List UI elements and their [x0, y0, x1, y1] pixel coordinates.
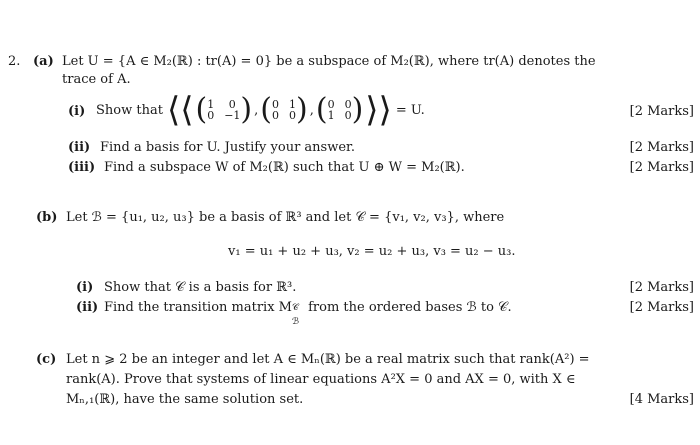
- part-a-i-text-pre: Show that: [96, 102, 163, 118]
- matrix-1: ( 1 0 0 −1 ): [195, 92, 253, 127]
- part-a-iii-label: (iii): [68, 160, 96, 175]
- part-c-label: (c): [36, 352, 57, 367]
- part-b-i-marks: [2 Marks]: [629, 280, 694, 295]
- part-b-i-label: (i): [76, 280, 94, 295]
- span-left-bracket: ⟨⟨: [166, 90, 194, 130]
- part-a-i-text-post: = U.: [395, 102, 425, 118]
- part-b-i-text: Show that 𝒞 is a basis for ℝ³.: [104, 280, 297, 295]
- part-a-ii-text: Find a basis for U. Justify your answer.: [100, 140, 355, 155]
- part-b-ii-marks: [2 Marks]: [629, 300, 694, 315]
- part-c-marks: [4 Marks]: [629, 392, 694, 407]
- part-c-statement-line3: Mₙ,₁(ℝ), have the same solution set.: [66, 392, 304, 407]
- part-a-i-label: (i): [68, 104, 86, 119]
- part-b-label: (b): [36, 210, 58, 225]
- part-b-ii-text: Find the transition matrix M 𝒞 ℬ from the ordered bases ℬ to 𝒞.: [104, 300, 512, 327]
- part-c-statement-line2: rank(A). Prove that systems of linear equations A²X = 0 and AX = 0, with X ∈: [66, 372, 576, 387]
- span-right-bracket: ⟩⟩: [365, 90, 392, 130]
- part-a-statement-line1: Let U = {A ∈ M₂(ℝ) : tr(A) = 0} be a subspace of M₂(ℝ), where tr(A) denotes the: [62, 54, 596, 69]
- part-a-statement-line2: trace of A.: [62, 72, 131, 87]
- part-a-i-marks: [2 Marks]: [629, 104, 694, 119]
- part-a-ii-label: (ii): [68, 140, 91, 155]
- matrix-3: ( 0 0 1 0 ): [315, 92, 364, 127]
- question-number: 2.: [8, 54, 21, 69]
- part-a-iii-text: Find a subspace W of M₂(ℝ) such that U ⊕ W = M₂(ℝ).: [104, 160, 465, 175]
- part-a-i-statement: Show that ⟨⟨ ( 1 0 0 −1 ) , ( 0 1 0 0 ) , ( 0 0 1 0 ) ⟩⟩ = U.: [96, 90, 425, 130]
- part-a-iii-marks: [2 Marks]: [629, 160, 694, 175]
- part-a-label: (a): [33, 54, 54, 69]
- part-b-equations: v₁ = u₁ + u₂ + u₃, v₂ = u₂ + u₃, v₃ = u₂ − u₃.: [228, 244, 516, 259]
- part-a-ii-marks: [2 Marks]: [629, 140, 694, 155]
- part-b-ii-label: (ii): [76, 300, 99, 315]
- part-b-statement-line1: Let ℬ = {u₁, u₂, u₃} be a basis of ℝ³ and let 𝒞 = {v₁, v₂, v₃}, where: [66, 210, 505, 225]
- matrix-2: ( 0 1 0 0 ): [260, 92, 308, 127]
- part-c-statement-line1: Let n ⩾ 2 be an integer and let A ∈ Mₙ(ℝ) be a real matrix such that rank(A²) =: [66, 352, 590, 367]
